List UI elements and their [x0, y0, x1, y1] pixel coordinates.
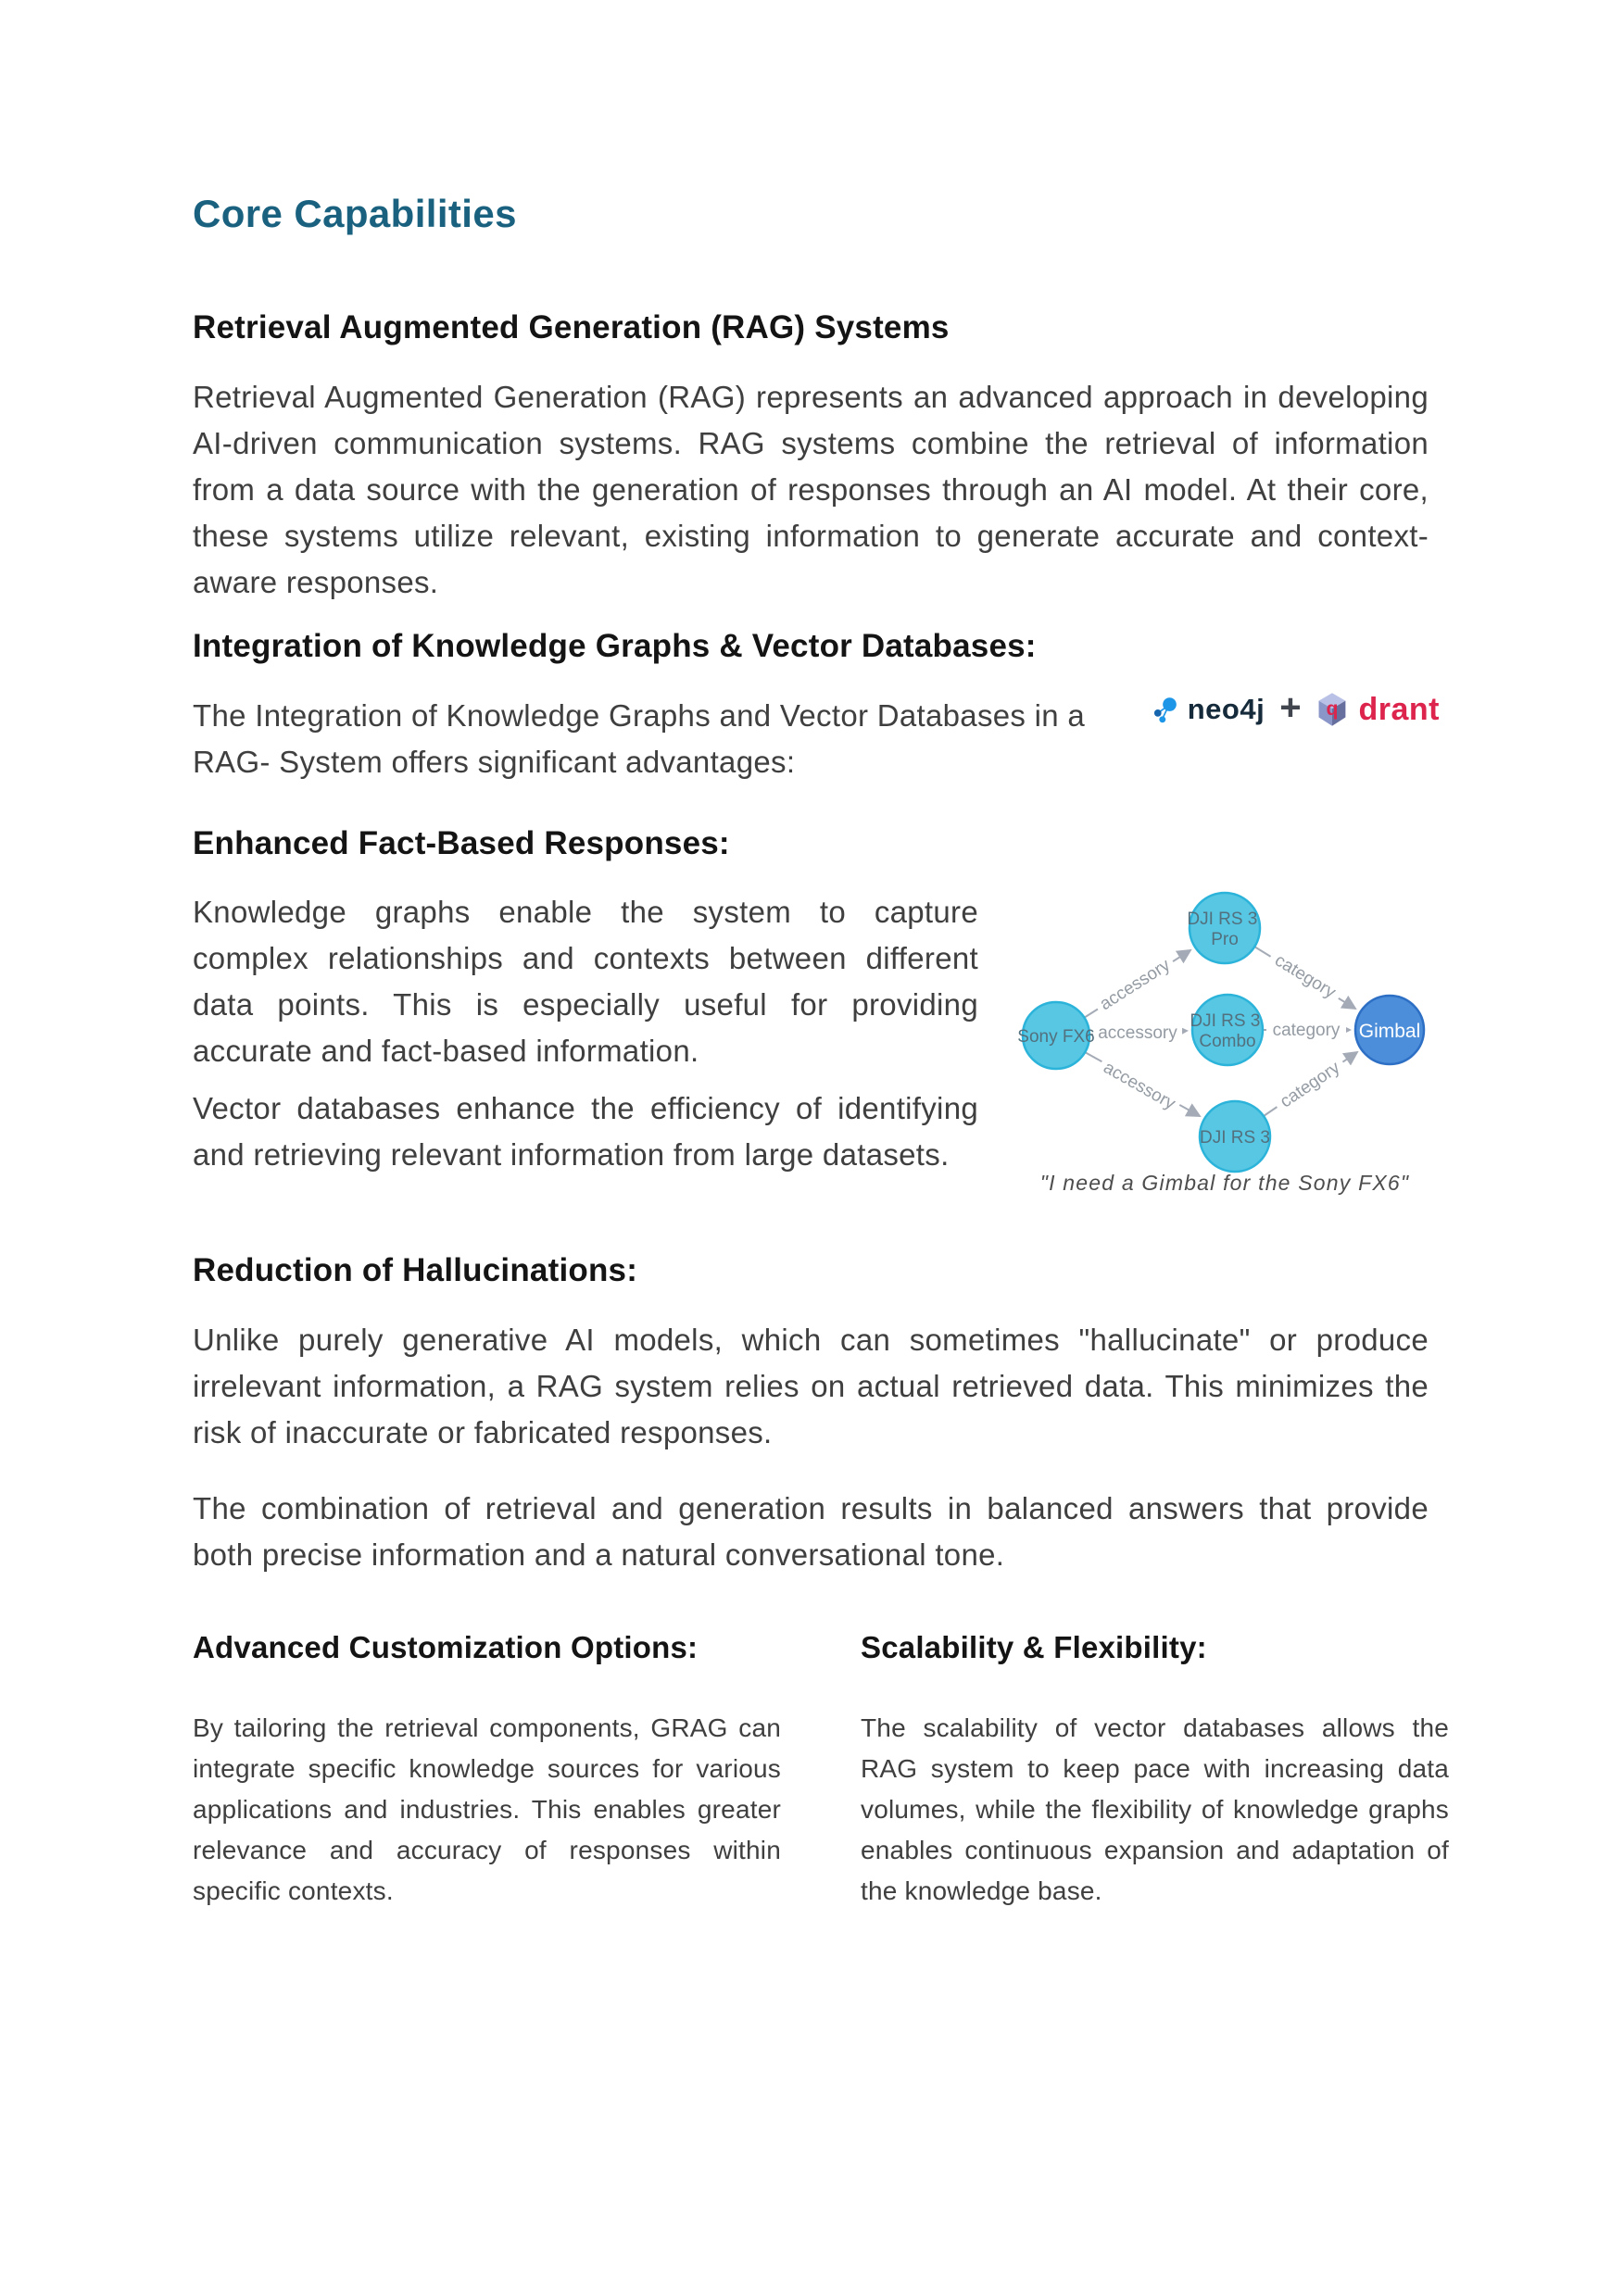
plus-icon: +	[1279, 687, 1302, 728]
heading-rag-systems: Retrieval Augmented Generation (RAG) Systems	[193, 309, 950, 345]
node-gimbal	[1355, 996, 1424, 1064]
svg-text:category: category	[1277, 1058, 1344, 1112]
heading-hallucinations: Reduction of Hallucinations:	[193, 1252, 638, 1288]
edge-label-category-mid	[1266, 1018, 1346, 1040]
paragraph-knowledge-graphs: Knowledge graphs enable the system to capture complex relationships and contexts between different data points. This is especially useful for providing accurate and fact-based information.	[193, 895, 978, 1068]
svg-text:DJI RS 3: DJI RS 3	[1199, 1128, 1271, 1148]
svg-text:accessory: accessory	[1096, 955, 1174, 1015]
knowledge-graph-diagram	[1002, 869, 1447, 1204]
svg-text:category: category	[1271, 950, 1340, 1003]
svg-text:accessory: accessory	[1098, 1023, 1177, 1043]
heading-integration: Integration of Knowledge Graphs & Vector Databases:	[193, 628, 1037, 664]
edge-label-accessory-bottom	[1096, 1053, 1184, 1116]
node-dji-rs3-combo	[1190, 995, 1265, 1065]
heading-customization: Advanced Customization Options:	[193, 1630, 699, 1664]
partner-logos	[1152, 681, 1440, 738]
edge-label-category-bottom	[1270, 1052, 1349, 1115]
paragraph-rag-intro: Retrieval Augmented Generation (RAG) represents an advanced approach in developing AI-driven communication systems. RAG systems combine the retrieval of information from a data source with the generation of responses through an AI model. At their core, these systems utilize relevant, existing information to generate accurate and context-aware responses.	[193, 380, 1429, 599]
node-dji-rs3-pro	[1187, 893, 1262, 963]
svg-text:Sony FX6: Sony FX6	[1017, 1027, 1095, 1047]
heading-scalability: Scalability & Flexibility:	[861, 1630, 1207, 1664]
qdrant-logo-text: drant	[1358, 691, 1440, 727]
edge-label-accessory-top	[1091, 950, 1178, 1017]
paragraph-customization: By tailoring the retrieval components, GRAG can integrate specific knowledge sources for various applications and industries. This enables greater relevance and accuracy of responses within specific contexts.	[193, 1713, 781, 1905]
node-dji-rs3	[1200, 1101, 1270, 1172]
edge-label-accessory-mid	[1093, 1021, 1182, 1043]
paragraph-integration: The Integration of Knowledge Graphs and Vector Databases in a RAG- System offers significant advantages:	[193, 698, 1086, 779]
diagram-caption: "I need a Gimbal for the Sony FX6"	[1039, 1171, 1410, 1195]
page-title: Core Capabilities	[193, 192, 517, 235]
paragraph-scalability: The scalability of vector databases allows the RAG system to keep pace with increasing data volumes, while the flexibility of knowledge graphs enables continuous expansion and adaptation of the knowledge base.	[861, 1713, 1449, 1905]
svg-text:DJI RS 3 Combo: DJI RS 3 Combo	[1190, 1011, 1261, 1051]
edge-label-category-top	[1266, 945, 1346, 1005]
svg-text:Gimbal: Gimbal	[1358, 1021, 1421, 1042]
svg-text:accessory: accessory	[1100, 1058, 1179, 1114]
svg-text:category: category	[1272, 1021, 1341, 1040]
paragraph-combination: The combination of retrieval and generation results in balanced answers that provide both precise information and a natural conversational tone.	[193, 1491, 1429, 1572]
node-sony-fx6	[1017, 1002, 1094, 1069]
paragraph-hallucinations: Unlike purely generative AI models, which can sometimes "hallucinate" or produce irrelevant information, a RAG system relies on actual retrieved data. This minimizes the risk of inaccurate or fabricated responses.	[193, 1323, 1429, 1449]
neo4j-logo-text: neo4j	[1187, 693, 1265, 725]
heading-enhanced: Enhanced Fact-Based Responses:	[193, 825, 730, 861]
qdrant-cube-icon	[1316, 687, 1348, 732]
neo4j-graph-icon	[1152, 691, 1178, 728]
qdrant-q-glyph: q	[1326, 697, 1339, 720]
svg-text:DJI RS 3 Pro: DJI RS 3 Pro	[1187, 910, 1258, 949]
paragraph-vector-databases: Vector databases enhance the efficiency of identifying and retrieving relevant information from large datasets.	[193, 1091, 978, 1172]
